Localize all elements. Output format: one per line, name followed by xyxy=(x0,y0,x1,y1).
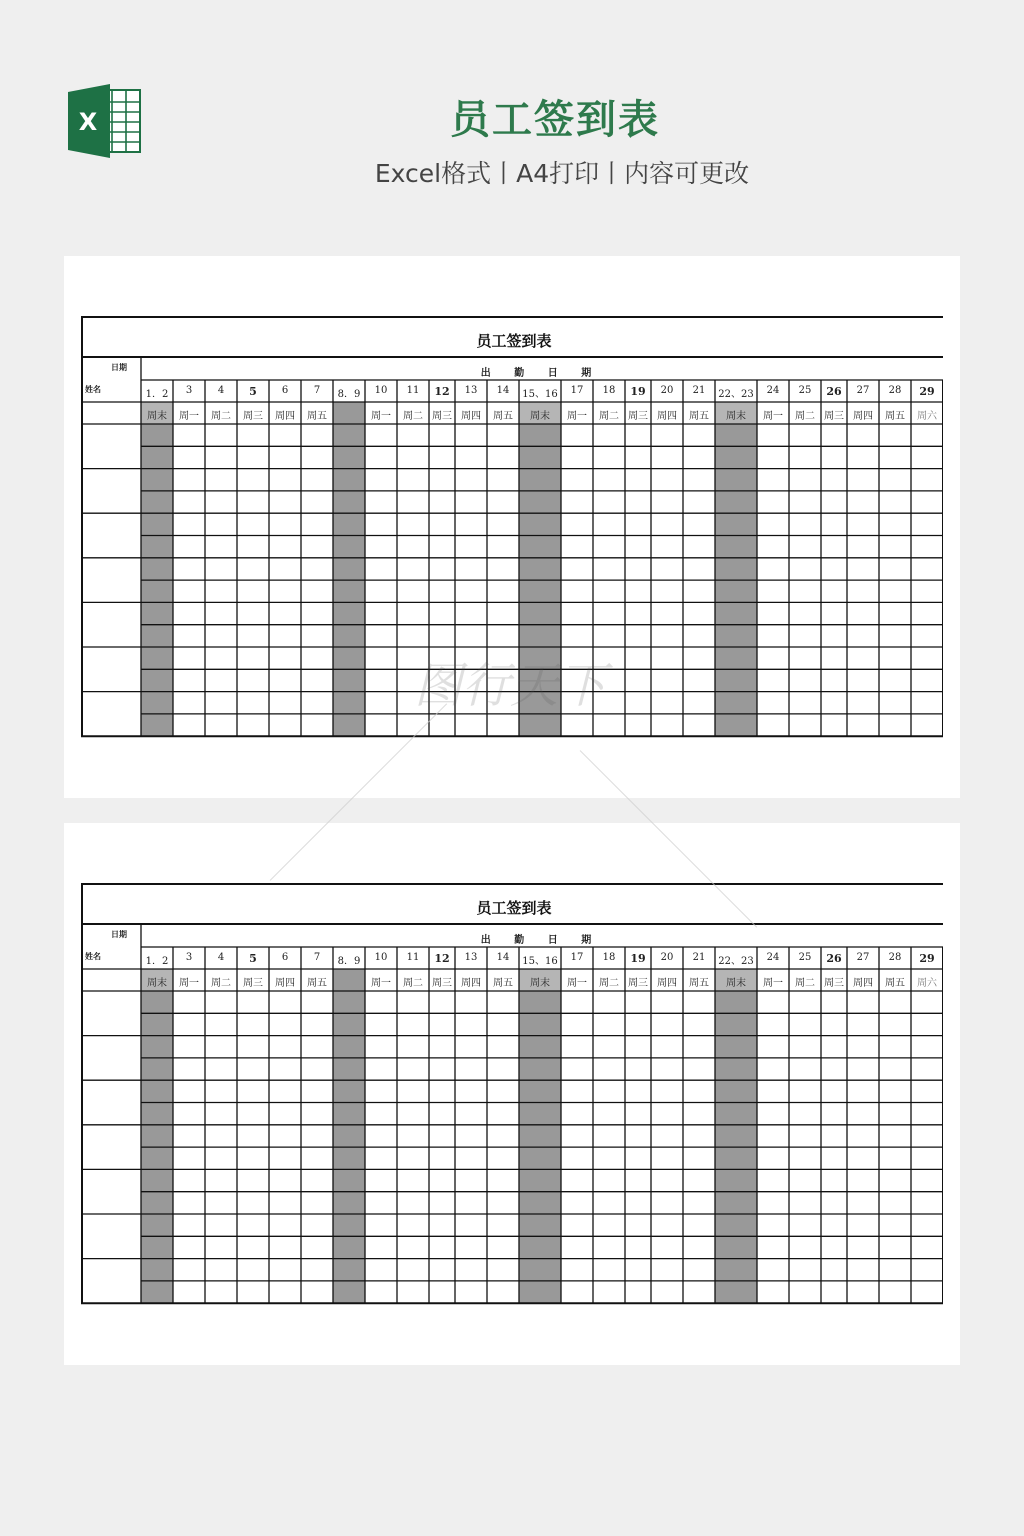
weekday-label: 周一 xyxy=(371,411,391,422)
weekday-label: 周二 xyxy=(795,978,815,989)
day-number: 8．9 xyxy=(337,956,361,967)
weekday-label: 周二 xyxy=(403,978,423,989)
day-number: 4 xyxy=(217,385,225,396)
day-number: 28 xyxy=(888,385,902,396)
weekday-label: 周四 xyxy=(853,411,873,422)
name-label: 姓名 xyxy=(85,385,101,394)
day-number: 1．2 xyxy=(145,389,169,400)
day-number: 22、23 xyxy=(718,956,754,967)
weekday-label: 周二 xyxy=(599,411,619,422)
day-number: 25 xyxy=(798,385,812,396)
watermark-text: 图行天下 xyxy=(413,658,607,714)
page-subtitle: Excel格式丨A4打印丨内容可更改 xyxy=(374,159,750,188)
weekday-label: 周六 xyxy=(917,411,937,422)
attendance-sheet xyxy=(81,883,943,1305)
day-number: 17 xyxy=(570,952,584,963)
date-label: 日期 xyxy=(111,930,127,939)
weekday-label: 周一 xyxy=(567,978,587,989)
day-number: 27 xyxy=(856,952,870,963)
weekday-label: 周二 xyxy=(211,978,231,989)
weekday-label: 周三 xyxy=(243,978,263,989)
weekday-label: 周三 xyxy=(243,411,263,422)
day-number: 26 xyxy=(826,952,842,965)
weekend-label-shade xyxy=(333,969,365,991)
sheet-title: 员工签到表 xyxy=(476,332,552,350)
day-number: 29 xyxy=(919,385,935,398)
day-number: 6 xyxy=(281,952,289,963)
weekday-label: 周二 xyxy=(599,978,619,989)
weekday-label: 周三 xyxy=(432,411,452,422)
day-number: 7 xyxy=(313,952,321,963)
sheet-title: 员工签到表 xyxy=(476,899,552,917)
sheet-grid xyxy=(81,883,943,1305)
day-number: 26 xyxy=(826,385,842,398)
weekday-label: 周三 xyxy=(824,411,844,422)
day-number: 13 xyxy=(464,952,478,963)
weekday-label: 周末 xyxy=(147,411,167,422)
day-number: 14 xyxy=(496,385,510,396)
weekday-label: 周五 xyxy=(885,411,905,422)
day-number: 6 xyxy=(281,385,289,396)
weekday-label: 周一 xyxy=(179,411,199,422)
day-number: 22、23 xyxy=(718,389,754,400)
day-number: 29 xyxy=(919,952,935,965)
name-label: 姓名 xyxy=(85,952,101,961)
weekday-label: 周三 xyxy=(824,978,844,989)
weekday-label: 周二 xyxy=(795,411,815,422)
day-number: 18 xyxy=(602,385,616,396)
page-title: 员工签到表 xyxy=(450,97,660,143)
day-number: 25 xyxy=(798,952,812,963)
day-number: 24 xyxy=(766,952,780,963)
day-number: 20 xyxy=(660,952,674,963)
weekday-label: 周末 xyxy=(530,411,550,422)
day-number: 12 xyxy=(434,385,450,398)
weekday-label: 周四 xyxy=(275,411,295,422)
day-number: 15、16 xyxy=(522,956,558,967)
sheet-preview-2 xyxy=(64,823,960,1365)
weekday-label: 周四 xyxy=(657,411,677,422)
attendance-label: 出 勤 日 期 xyxy=(480,935,602,946)
weekday-label: 周四 xyxy=(853,978,873,989)
weekend-label-shade xyxy=(333,402,365,424)
weekday-label: 周三 xyxy=(628,411,648,422)
day-number: 8．9 xyxy=(337,389,361,400)
day-number: 11 xyxy=(406,952,420,963)
day-number: 18 xyxy=(602,952,616,963)
weekday-label: 周五 xyxy=(307,411,327,422)
day-number: 27 xyxy=(856,385,870,396)
weekday-label: 周二 xyxy=(403,411,423,422)
weekday-label: 周一 xyxy=(567,411,587,422)
weekday-label: 周末 xyxy=(147,978,167,989)
day-number: 28 xyxy=(888,952,902,963)
day-number: 19 xyxy=(630,385,646,398)
day-number: 13 xyxy=(464,385,478,396)
day-number: 7 xyxy=(313,385,321,396)
day-number: 3 xyxy=(185,952,193,963)
date-label: 日期 xyxy=(111,363,127,372)
weekday-label: 周四 xyxy=(275,978,295,989)
weekday-label: 周四 xyxy=(461,978,481,989)
day-number: 17 xyxy=(570,385,584,396)
day-number: 10 xyxy=(374,952,388,963)
weekday-label: 周五 xyxy=(493,978,513,989)
weekday-label: 周一 xyxy=(763,411,783,422)
weekday-label: 周五 xyxy=(307,978,327,989)
day-number: 20 xyxy=(660,385,674,396)
day-number: 24 xyxy=(766,385,780,396)
weekday-label: 周五 xyxy=(885,978,905,989)
weekday-label: 周末 xyxy=(530,978,550,989)
weekday-label: 周四 xyxy=(461,411,481,422)
day-number: 5 xyxy=(249,952,257,965)
day-number: 11 xyxy=(406,385,420,396)
day-number: 10 xyxy=(374,385,388,396)
day-number: 19 xyxy=(630,952,646,965)
weekday-label: 周五 xyxy=(493,411,513,422)
weekday-label: 周二 xyxy=(211,411,231,422)
day-number: 5 xyxy=(249,385,257,398)
day-number: 4 xyxy=(217,952,225,963)
day-number: 1．2 xyxy=(145,956,169,967)
day-number: 3 xyxy=(185,385,193,396)
day-number: 15、16 xyxy=(522,389,558,400)
weekday-label: 周一 xyxy=(763,978,783,989)
day-number: 21 xyxy=(692,385,706,396)
weekday-label: 周五 xyxy=(689,411,709,422)
attendance-label: 出 勤 日 期 xyxy=(480,368,602,379)
excel-logo-letter: X xyxy=(78,108,98,136)
weekday-label: 周末 xyxy=(726,411,746,422)
weekday-label: 周末 xyxy=(726,978,746,989)
day-number: 14 xyxy=(496,952,510,963)
weekday-label: 周一 xyxy=(371,978,391,989)
weekday-label: 周一 xyxy=(179,978,199,989)
weekday-label: 周五 xyxy=(689,978,709,989)
excel-logo-icon xyxy=(66,84,144,158)
weekday-label: 周三 xyxy=(432,978,452,989)
weekday-label: 周三 xyxy=(628,978,648,989)
weekday-label: 周四 xyxy=(657,978,677,989)
day-number: 21 xyxy=(692,952,706,963)
day-number: 12 xyxy=(434,952,450,965)
page-header xyxy=(0,0,1024,230)
watermark xyxy=(390,650,630,720)
weekday-label: 周六 xyxy=(917,978,937,989)
